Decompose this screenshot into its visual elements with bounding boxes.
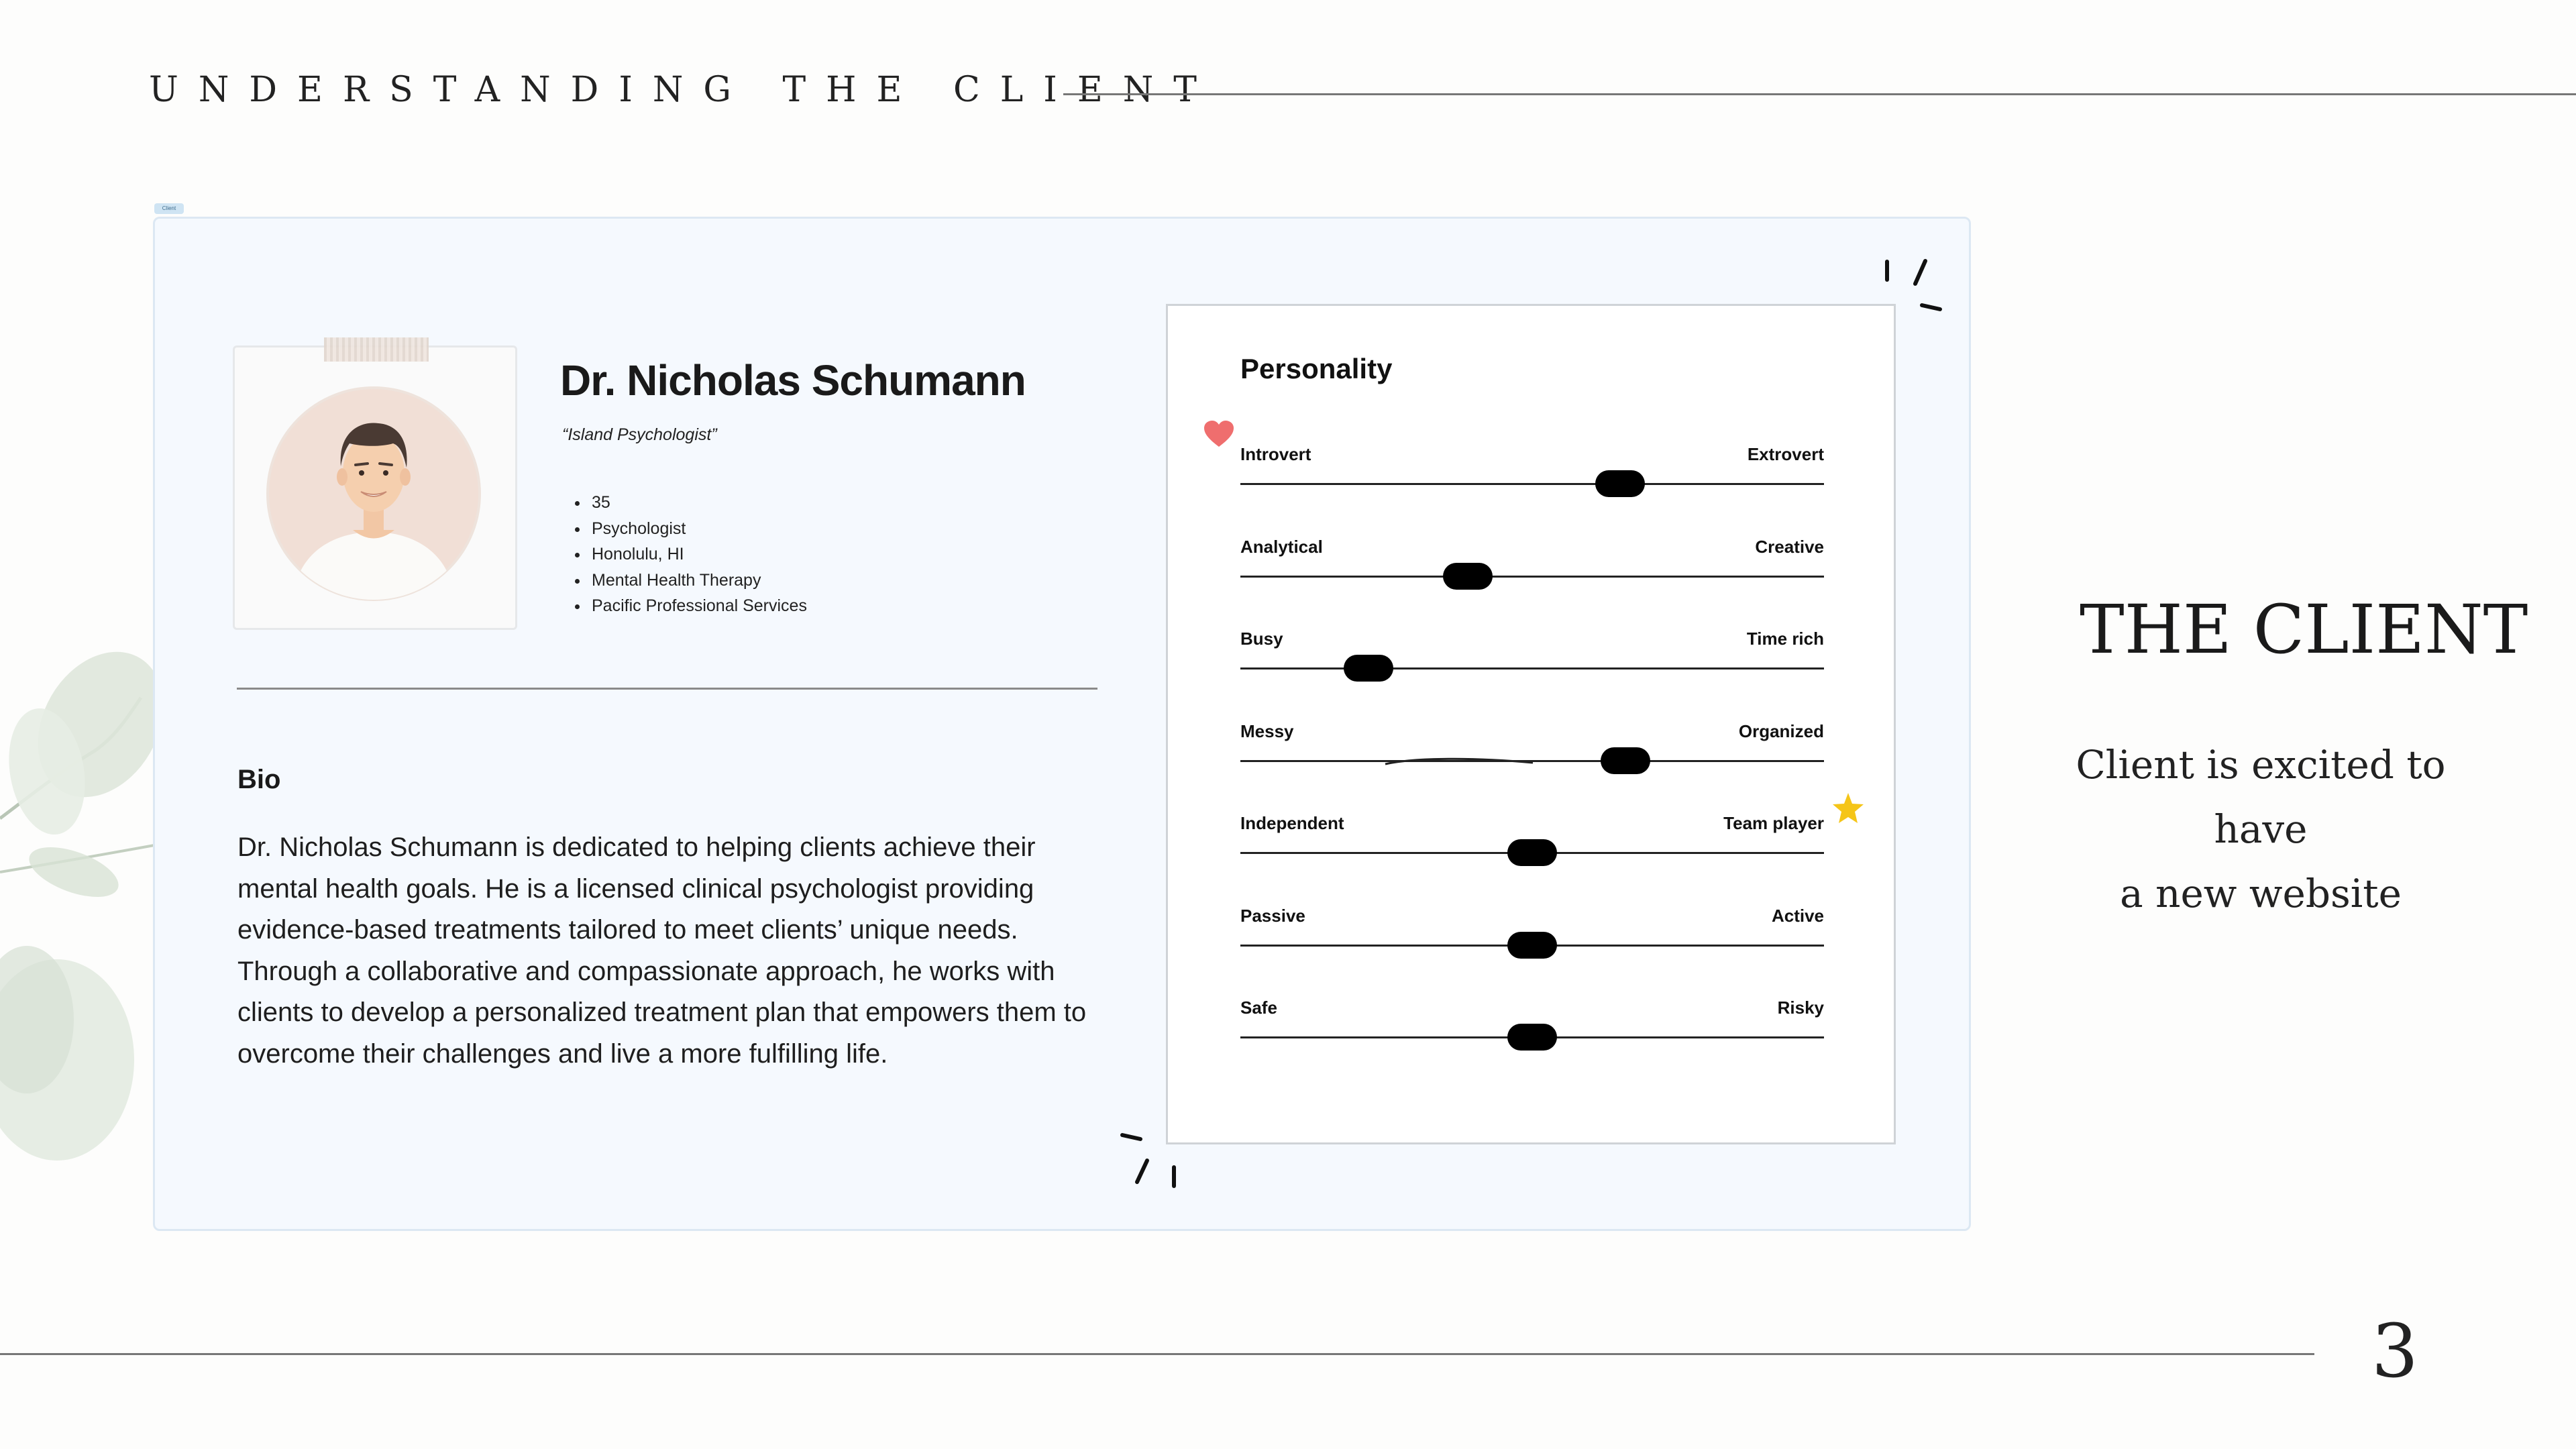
trait-slider-knob[interactable] — [1443, 563, 1493, 590]
section-title: UNDERSTANDING THE CLIENT — [149, 70, 1217, 110]
client-name: Dr. Nicholas Schumann — [560, 356, 1026, 405]
header-divider — [1063, 93, 2576, 95]
trait-right-label: Extrovert — [1747, 444, 1824, 464]
frame-label: Client — [154, 203, 184, 214]
trait-left-label: Independent — [1240, 813, 1344, 833]
subtitle-line-1: Client is excited to have — [2076, 742, 2446, 852]
trait-right-label: Team player — [1723, 813, 1824, 833]
avatar — [266, 386, 482, 602]
trait-left-label: Introvert — [1240, 444, 1311, 464]
trait-slider-track — [1240, 483, 1824, 485]
client-facts-list — [570, 490, 807, 619]
footer-divider — [0, 1353, 2314, 1355]
fact-specialty: • Mental Health Therapy — [589, 568, 807, 594]
trait-slider-knob[interactable] — [1595, 470, 1645, 497]
client-section-title: THE CLIENT — [2080, 590, 2528, 669]
trait-right-label: Risky — [1777, 998, 1824, 1018]
trait-slider-track — [1240, 667, 1824, 669]
trait-slider-knob[interactable] — [1507, 1024, 1557, 1051]
trait-left-label: Messy — [1240, 720, 1294, 741]
scribble-decoration — [1382, 755, 1536, 768]
trait-right-label: Active — [1771, 905, 1824, 926]
photo-tape-decoration — [324, 337, 429, 362]
fact-company: • Pacific Professional Services — [589, 593, 807, 619]
client-nickname: “Island Psychologist” — [562, 425, 717, 444]
trait-left-label: Analytical — [1240, 536, 1323, 557]
trait-slider-knob[interactable] — [1601, 747, 1650, 774]
subtitle-line-2: a new website — [2120, 871, 2402, 916]
trait-left-label: Safe — [1240, 998, 1277, 1018]
trait-left-label: Passive — [1240, 905, 1305, 926]
trait-slider-knob[interactable] — [1507, 839, 1557, 866]
trait-slider-knob[interactable] — [1344, 655, 1393, 682]
trait-right-label: Time rich — [1746, 629, 1824, 649]
client-section-subtitle — [2039, 733, 2482, 926]
fact-location: • Honolulu, HI — [589, 541, 807, 568]
trait-slider-knob[interactable] — [1507, 932, 1557, 959]
trait-right-label: Organized — [1738, 720, 1824, 741]
page-number: 3 — [2371, 1308, 2418, 1394]
trait-right-label: Creative — [1755, 536, 1824, 557]
profile-divider — [237, 688, 1097, 690]
sparkle-icon — [1117, 1127, 1184, 1194]
trait-slider-track — [1240, 576, 1824, 578]
bio-text: Dr. Nicholas Schumann is dedicated to helping clients achieve their mental health goals. He is a licensed clinical psychologist providing evidence-based treatments tailored to meet clients’ unique needs. Through a collaborative and compassionate approach, he works with clients to develop a personalized treatment plan that empowers them to overcome their challenges and live a more fulfilling life. — [237, 833, 1087, 1069]
personality-title: Personality — [1240, 353, 1393, 384]
trait-left-label: Busy — [1240, 629, 1283, 649]
eucalyptus-leaves-decoration — [0, 644, 161, 1181]
fact-occupation: • Psychologist — [589, 516, 807, 542]
fact-age: • 35 — [589, 490, 807, 516]
star-icon — [1831, 792, 1865, 825]
bio-heading: Bio — [237, 765, 281, 794]
heart-icon — [1203, 420, 1235, 449]
sparkle-icon — [1878, 258, 1952, 319]
